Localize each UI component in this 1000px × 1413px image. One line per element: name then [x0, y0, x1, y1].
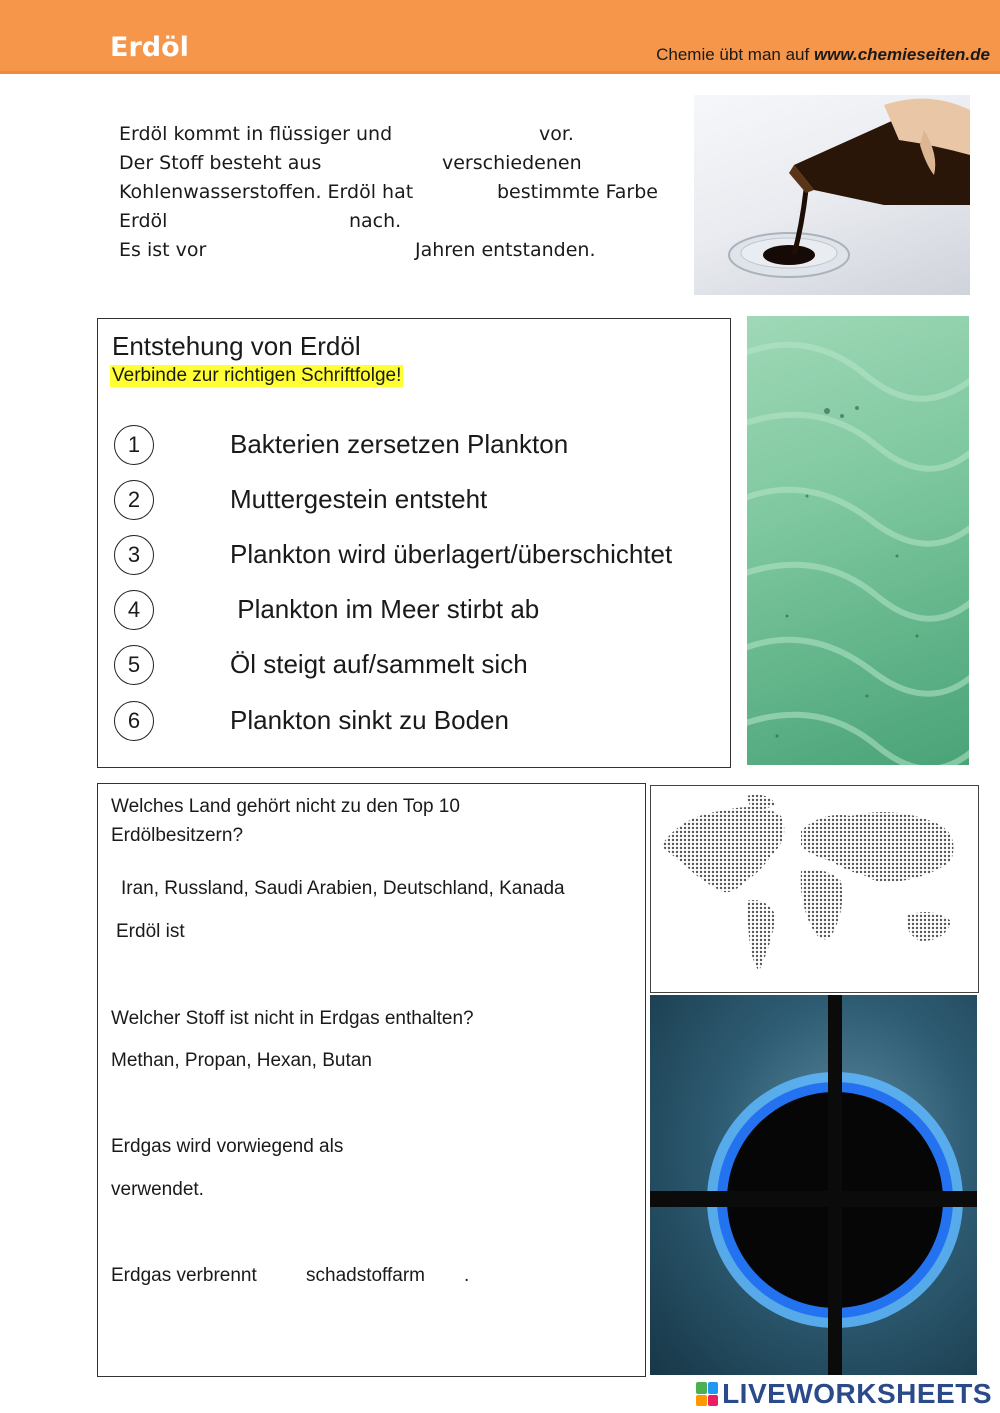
step-text[interactable]: Plankton sinkt zu Boden: [230, 705, 509, 735]
step-number-circle[interactable]: 1: [114, 425, 154, 465]
intro-text-part: Erdöl kommt in flüssiger und: [119, 123, 393, 145]
tagline-site: www.chemieseiten.de: [813, 45, 990, 64]
page-title: Erdöl: [110, 32, 189, 63]
question-text: .: [464, 1265, 470, 1286]
answer-options: Methan, Propan, Hexan, Butan: [111, 1050, 372, 1071]
intro-text-part: vor.: [539, 123, 574, 145]
instruction-highlight: Verbinde zur richtigen Schriftfolge!: [112, 365, 402, 386]
question-text: verwendet.: [111, 1179, 204, 1200]
answer-options: Iran, Russland, Saudi Arabien, Deutschland, Kanada: [121, 878, 565, 899]
question-text: schadstoffarm: [306, 1265, 425, 1286]
step-number-circle[interactable]: 5: [114, 645, 154, 685]
oil-pouring-illustration: [694, 95, 970, 295]
entstehung-box: [97, 318, 731, 768]
intro-text-part: verschiedenen: [442, 152, 582, 174]
tagline-prefix: Chemie übt man auf: [656, 45, 810, 64]
intro-line: [119, 178, 679, 207]
gas-burner-illustration: [650, 995, 977, 1375]
world-map-illustration: [651, 786, 978, 992]
question-text: Erdgas wird vorwiegend als: [111, 1136, 344, 1157]
step-text[interactable]: Plankton wird überlagert/überschichtet: [230, 539, 673, 569]
logo-text: LIVEWORKSHEETS: [722, 1378, 992, 1409]
intro-text: [119, 120, 679, 265]
intro-line: [119, 207, 679, 236]
step-number-circle[interactable]: 6: [114, 701, 154, 741]
step-number-circle[interactable]: 2: [114, 480, 154, 520]
step-text[interactable]: Bakterien zersetzen Plankton: [230, 429, 569, 459]
step-text[interactable]: Plankton im Meer stirbt ab: [230, 594, 540, 624]
step-number-circle[interactable]: 3: [114, 535, 154, 575]
question-text: Welcher Stoff ist nicht in Erdgas enthalten?: [111, 1008, 474, 1029]
oil-pouring-photo: [694, 95, 970, 295]
step-text[interactable]: Muttergestein entsteht: [230, 484, 488, 514]
question-text: Erdöl ist: [116, 921, 185, 942]
intro-text-part: Jahren entstanden.: [415, 239, 596, 261]
question-text: Welches Land gehört nicht zu den Top 10: [111, 796, 460, 817]
questions-box: [97, 783, 646, 1377]
intro-text-part: bestimmte Farbe: [497, 181, 658, 203]
intro-text-part: nach.: [349, 210, 402, 232]
intro-text-part: Es ist vor: [119, 239, 207, 261]
header-tagline: [656, 45, 990, 65]
intro-text-part: Kohlenwasserstoffen. Erdöl hat: [119, 181, 414, 203]
question-text: Erdölbesitzern?: [111, 825, 244, 846]
seabed-sand-photo: [747, 316, 969, 765]
page-header: [0, 0, 1000, 74]
dotted-world-map: [650, 785, 979, 993]
section-title: Entstehung von Erdöl: [112, 331, 361, 361]
intro-text-part: Erdöl: [119, 210, 168, 232]
intro-line: [119, 120, 679, 149]
intro-line: [119, 236, 679, 265]
intro-text-part: Der Stoff besteht aus: [119, 152, 322, 174]
intro-line: [119, 149, 679, 178]
sand-ripples-illustration: [747, 316, 969, 765]
logo-icon: [696, 1382, 718, 1406]
liveworksheets-logo: [696, 1378, 992, 1410]
step-text[interactable]: Öl steigt auf/sammelt sich: [230, 649, 528, 679]
gas-flame-photo: [650, 995, 977, 1375]
step-number-circle[interactable]: 4: [114, 590, 154, 630]
question-text: Erdgas verbrennt: [111, 1265, 257, 1286]
